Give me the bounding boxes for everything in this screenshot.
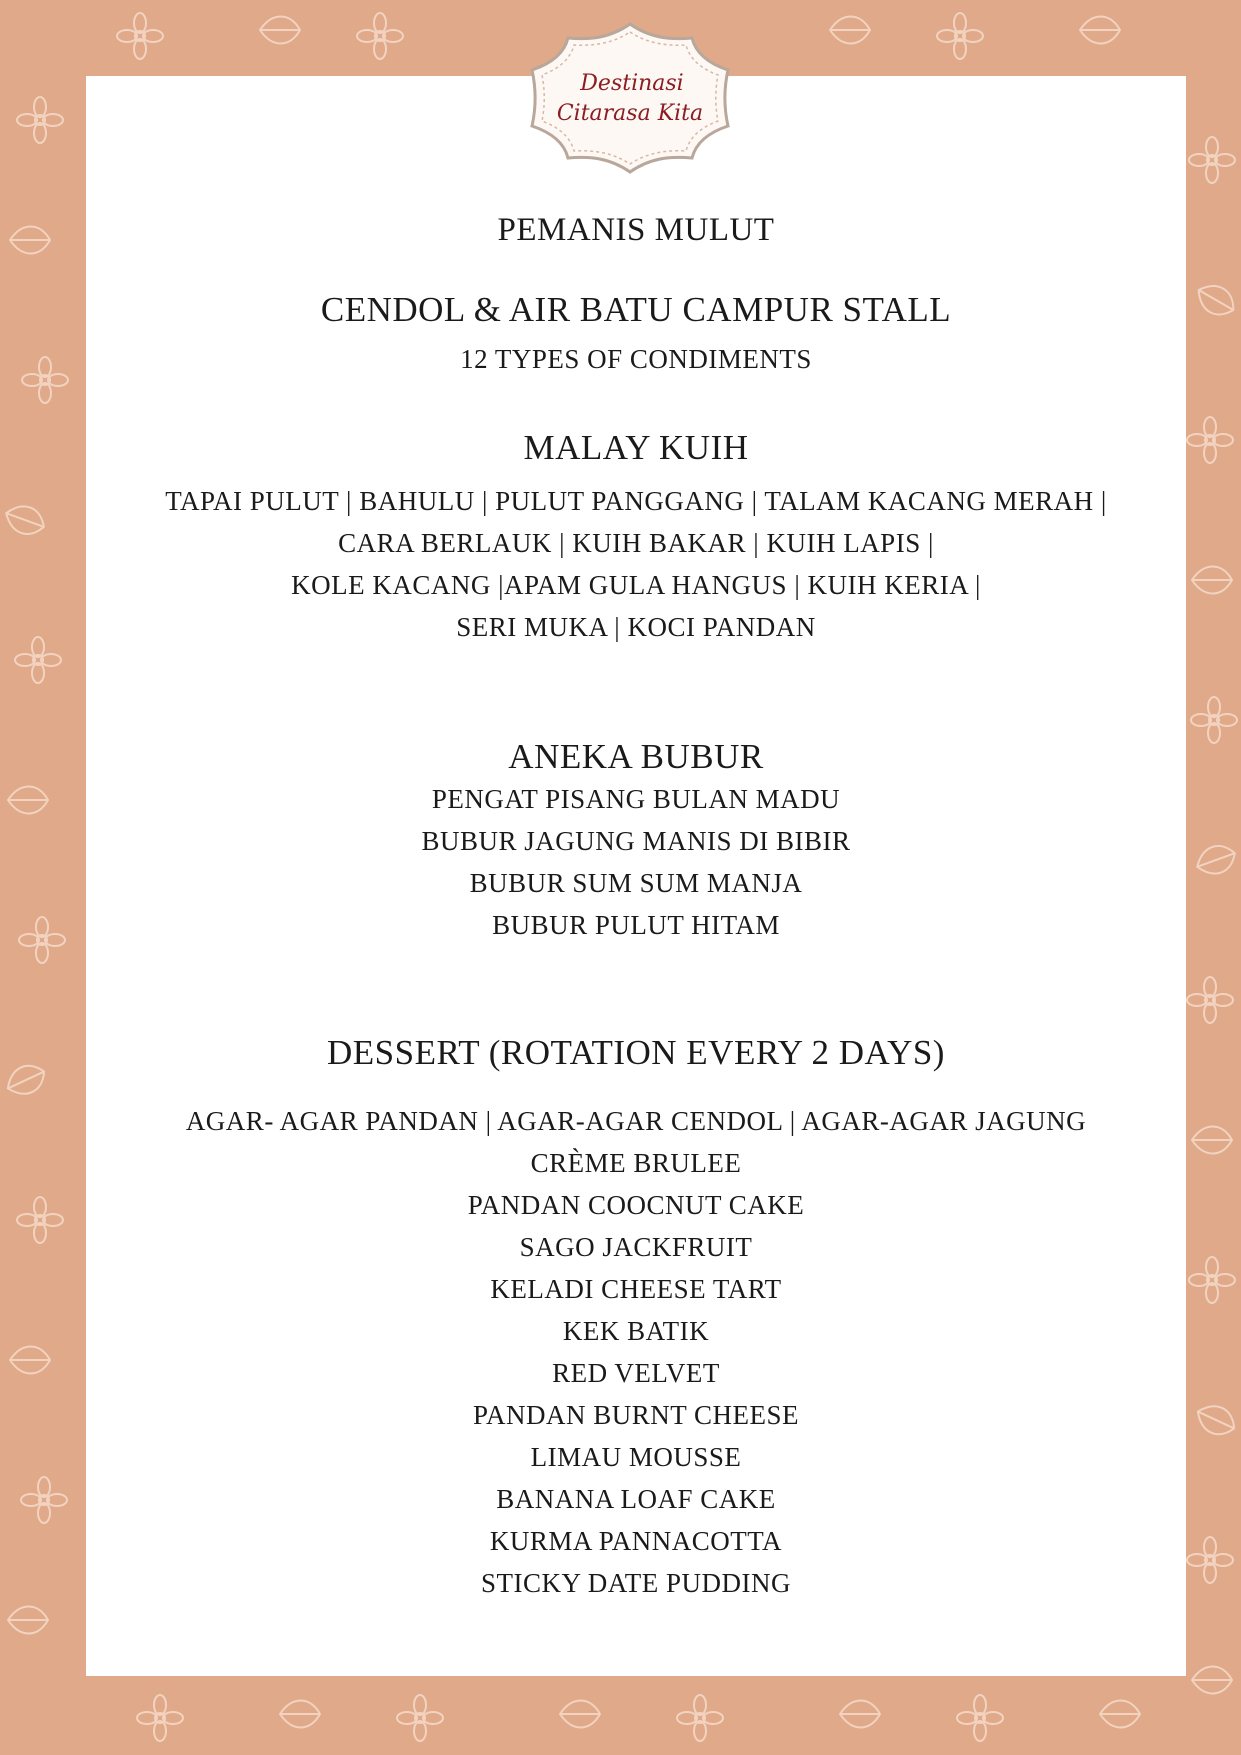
list-item: BUBUR SUM SUM MANJA — [469, 868, 803, 898]
list-item: TAPAI PULUT | BAHULU | PULUT PANGGANG | TALAM KACANG MERAH | — [165, 486, 1107, 516]
list-item: KURMA PANNACOTTA — [489, 1526, 783, 1556]
list-item: PANDAN COOCNUT CAKE — [467, 1190, 805, 1220]
list-item: CRÈME BRULEE — [530, 1148, 742, 1178]
logo-text-line2: Citarasa Kita — [556, 101, 704, 126]
cendol-heading: CENDOL & AIR BATU CAMPUR STALL — [320, 290, 952, 329]
logo-text-line1: Destinasi — [580, 71, 684, 96]
cendol-subtitle: 12 TYPES OF CONDIMENTS — [460, 344, 812, 374]
list-item: KEK BATIK — [562, 1316, 710, 1346]
list-item: CARA BERLAUK | KUIH BAKAR | KUIH LAPIS | — [338, 528, 934, 558]
list-item: SAGO JACKFRUIT — [519, 1232, 753, 1262]
list-item: LIMAU MOUSSE — [530, 1442, 742, 1472]
list-item: KELADI CHEESE TART — [490, 1274, 782, 1304]
list-item: BUBUR PULUT HITAM — [492, 910, 780, 940]
list-item: STICKY DATE PUDDING — [481, 1568, 791, 1598]
malay-kuih-heading: MALAY KUIH — [523, 428, 749, 467]
menu-title: PEMANIS MULUT — [497, 212, 775, 248]
list-item: BANANA LOAF CAKE — [496, 1484, 776, 1514]
aneka-bubur-heading: ANEKA BUBUR — [508, 737, 764, 776]
list-item: RED VELVET — [552, 1358, 720, 1388]
list-item: AGAR- AGAR PANDAN | AGAR-AGAR CENDOL | AGAR-AGAR JAGUNG — [185, 1106, 1087, 1136]
destinasi-citarasa-kita-logo — [520, 18, 740, 178]
list-item: BUBUR JAGUNG MANIS DI BIBIR — [421, 826, 851, 856]
list-item: SERI MUKA | KOCI PANDAN — [456, 612, 816, 642]
dessert-heading: DESSERT (ROTATION EVERY 2 DAYS) — [327, 1033, 945, 1072]
list-item: PANDAN BURNT CHEESE — [472, 1400, 800, 1430]
list-item: PENGAT PISANG BULAN MADU — [431, 784, 841, 814]
list-item: KOLE KACANG |APAM GULA HANGUS | KUIH KERIA | — [291, 570, 981, 600]
